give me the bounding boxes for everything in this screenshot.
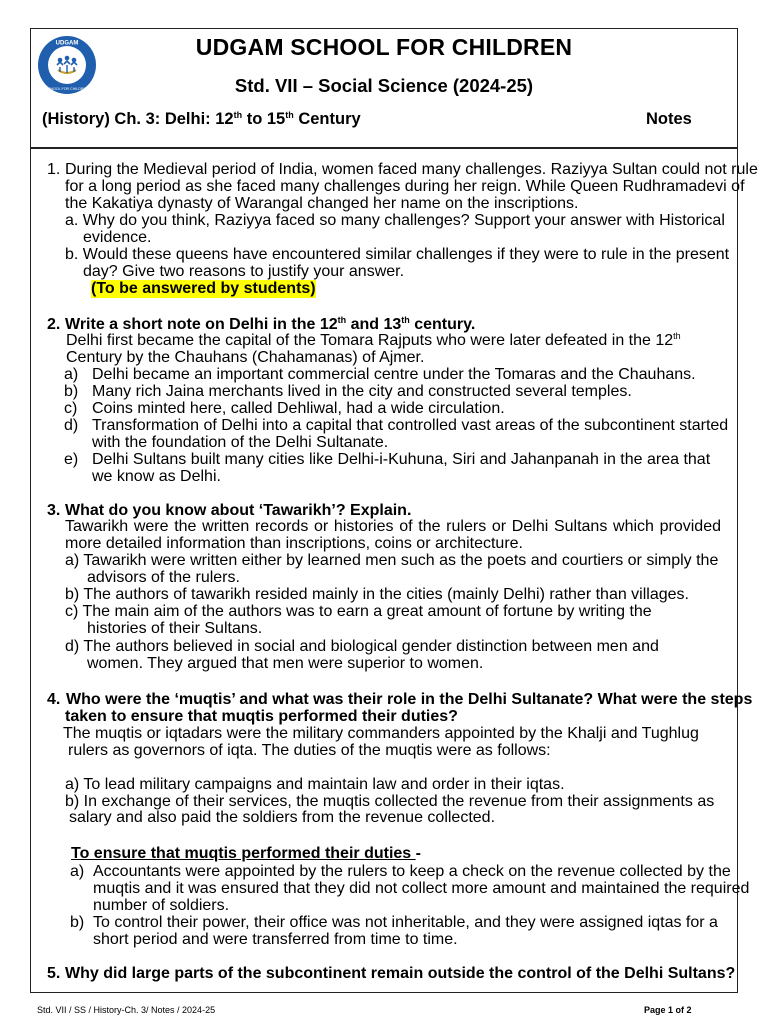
footer-document-code: Std. VII / SS / History-Ch. 3/ Notes / 2024-25 xyxy=(37,1005,216,1015)
q2-point-c-marker: c) xyxy=(64,400,78,417)
q2-point-e-cont: we know as Delhi. xyxy=(92,468,221,485)
q1-subquestion-b: b. Would these queens have encountered similar challenges if they were to rule in the present xyxy=(65,246,730,263)
q2-point-c: Coins minted here, called Dehliwal, had a wide circulation. xyxy=(92,400,505,417)
q4-step-b-marker: b) xyxy=(70,914,85,931)
q3-point-a: a) Tawarikh were written either by learned men such as the poets and courtiers or simply the xyxy=(65,552,719,569)
q4-number: 4. xyxy=(47,691,61,708)
chapter-text-pre: (History) Ch. 3: Delhi: 12 xyxy=(42,110,234,128)
q4-step-a: Accountants were appointed by the rulers to keep a check on the revenue collected by the xyxy=(93,863,731,880)
chapter-sup-1: th xyxy=(233,110,243,120)
q2-title-mid: and 13 xyxy=(346,316,402,333)
notes-label: Notes xyxy=(646,110,692,128)
logo-text-top: UDGAM xyxy=(55,40,79,47)
q1-student-note: (To be answered by students) xyxy=(91,280,316,297)
q2-number: 2. xyxy=(47,316,61,333)
q4-duty-a: a) To lead military campaigns and maintain law and order in their iqtas. xyxy=(65,776,565,793)
q2-para-line-2: Century by the Chauhans (Chahamanas) of Ajmer. xyxy=(66,349,425,366)
q1-subquestion-a: a. Why do you think, Raziyya faced so many challenges? Support your answer with Historical xyxy=(65,212,725,229)
q2-title-post: century. xyxy=(409,316,476,333)
q4-step-a-cont-1: muqtis and it was ensured that they did not collect more amount and maintained the required xyxy=(93,880,750,897)
q2-para-line-1 xyxy=(66,332,681,350)
q3-point-d: d) The authors believed in social and biological gender distinction between men and xyxy=(65,638,659,655)
q3-point-b: b) The authors of tawarikh resided mainly in the cities (mainly Delhi) rather than villages. xyxy=(65,586,689,603)
q4-para-line-1: The muqtis or iqtadars were the military commanders appointed by the Khalji and Tughlug xyxy=(63,725,699,742)
footer-page-number: Page 1 of 2 xyxy=(644,1005,692,1015)
q3-point-c: c) The main aim of the authors was to earn a great amount of fortune by writing the xyxy=(65,603,652,620)
q4-step-b: To control their power, their office was not inheritable, and they were assigned iqtas for a xyxy=(93,914,718,931)
q3-point-a-cont: advisors of the rulers. xyxy=(87,569,240,586)
q3-para-line-1: Tawarikh were the written records or histories of the rulers or Delhi Sultans which provided xyxy=(65,518,721,535)
chapter-sup-2: th xyxy=(285,110,294,120)
q2-title-sup-1: th xyxy=(337,315,347,325)
q2-point-d-cont: with the foundation of the Delhi Sultanate. xyxy=(92,434,389,451)
q1-line-1: During the Medieval period of India, women faced many challenges. Raziyya Sultan could not rule xyxy=(65,161,758,178)
header-separator xyxy=(30,147,738,149)
q2-point-d-marker: d) xyxy=(64,417,79,434)
q2-point-a-marker: a) xyxy=(64,366,79,383)
q2-title-sup-2: th xyxy=(401,315,410,325)
chapter-title xyxy=(42,110,361,129)
q1-subquestion-b-cont: day? Give two reasons to justify your answer. xyxy=(83,263,405,280)
standard-subtitle: Std. VII – Social Science (2024-25) xyxy=(234,75,534,96)
q3-title: What do you know about ‘Tawarikh’? Explain. xyxy=(65,502,412,519)
q4-step-b-cont: short period and were transferred from time to time. xyxy=(93,931,458,948)
q3-para-line-2: more detailed information than inscriptions, coins or architecture. xyxy=(65,535,523,552)
q2-point-e: Delhi Sultans built many cities like Delhi-i-Kuhuna, Siri and Jahanpanah in the area that xyxy=(92,451,711,468)
q4-step-a-cont-2: number of soldiers. xyxy=(93,897,230,914)
q5-title: Why did large parts of the subcontinent remain outside the control of the Delhi Sultans? xyxy=(65,965,736,982)
q4-duty-b-cont: salary and also paid the soldiers from the revenue collected. xyxy=(69,809,496,826)
q4-duty-b: b) In exchange of their services, the muqtis collected the revenue from their assignments as xyxy=(65,793,715,810)
logo-text-bottom: SCHOOL FOR CHILDREN xyxy=(45,87,89,91)
q2-point-b: Many rich Jaina merchants lived in the city and constructed several temples. xyxy=(92,383,632,400)
q2-point-d: Transformation of Delhi into a capital that controlled vast areas of the subcontinent started xyxy=(92,417,729,434)
chapter-text-mid: to 15 xyxy=(242,110,286,128)
q1-line-2: for a long period as she faced many challenges during her reign. While Queen Rudhramadevi of xyxy=(65,178,745,195)
q4-sub-heading-dash: - xyxy=(415,845,421,862)
q5-number: 5. xyxy=(47,965,61,982)
q4-para-line-2: rulers as governors of iqta. The duties of the muqtis were as follows: xyxy=(68,742,551,759)
q4-title-line-1: Who were the ‘muqtis’ and what was their role in the Delhi Sultanate? What were the steps xyxy=(66,691,753,708)
q3-number: 3. xyxy=(47,502,61,519)
q1-line-3: the Kakatiya dynasty of Warangal changed her name on the inscriptions. xyxy=(65,195,579,212)
q2-point-e-marker: e) xyxy=(64,451,79,468)
q4-step-a-marker: a) xyxy=(70,863,85,880)
q3-point-c-cont: histories of their Sultans. xyxy=(87,620,263,637)
chapter-text-post: Century xyxy=(293,110,361,128)
q2-para-pre: Delhi first became the capital of the Tomara Rajputs who were later defeated in the 12 xyxy=(66,332,674,349)
q1-number: 1. xyxy=(47,161,61,178)
q3-point-d-cont: women. They argued that men were superior to women. xyxy=(87,655,484,672)
q2-point-b-marker: b) xyxy=(64,383,79,400)
q2-title-pre: Write a short note on Delhi in the 12 xyxy=(65,316,338,333)
q1-subquestion-a-cont: evidence. xyxy=(83,229,152,246)
q4-sub-heading-text: To ensure that muqtis performed their duties xyxy=(71,845,416,862)
q2-point-a: Delhi became an important commercial centre under the Tomaras and the Chauhans. xyxy=(92,366,696,383)
school-name: UDGAM SCHOOL FOR CHILDREN xyxy=(195,34,573,60)
q2-para-sup: th xyxy=(673,331,681,341)
q4-sub-heading xyxy=(71,845,421,863)
q4-title-line-2: taken to ensure that muqtis performed their duties? xyxy=(65,708,458,725)
